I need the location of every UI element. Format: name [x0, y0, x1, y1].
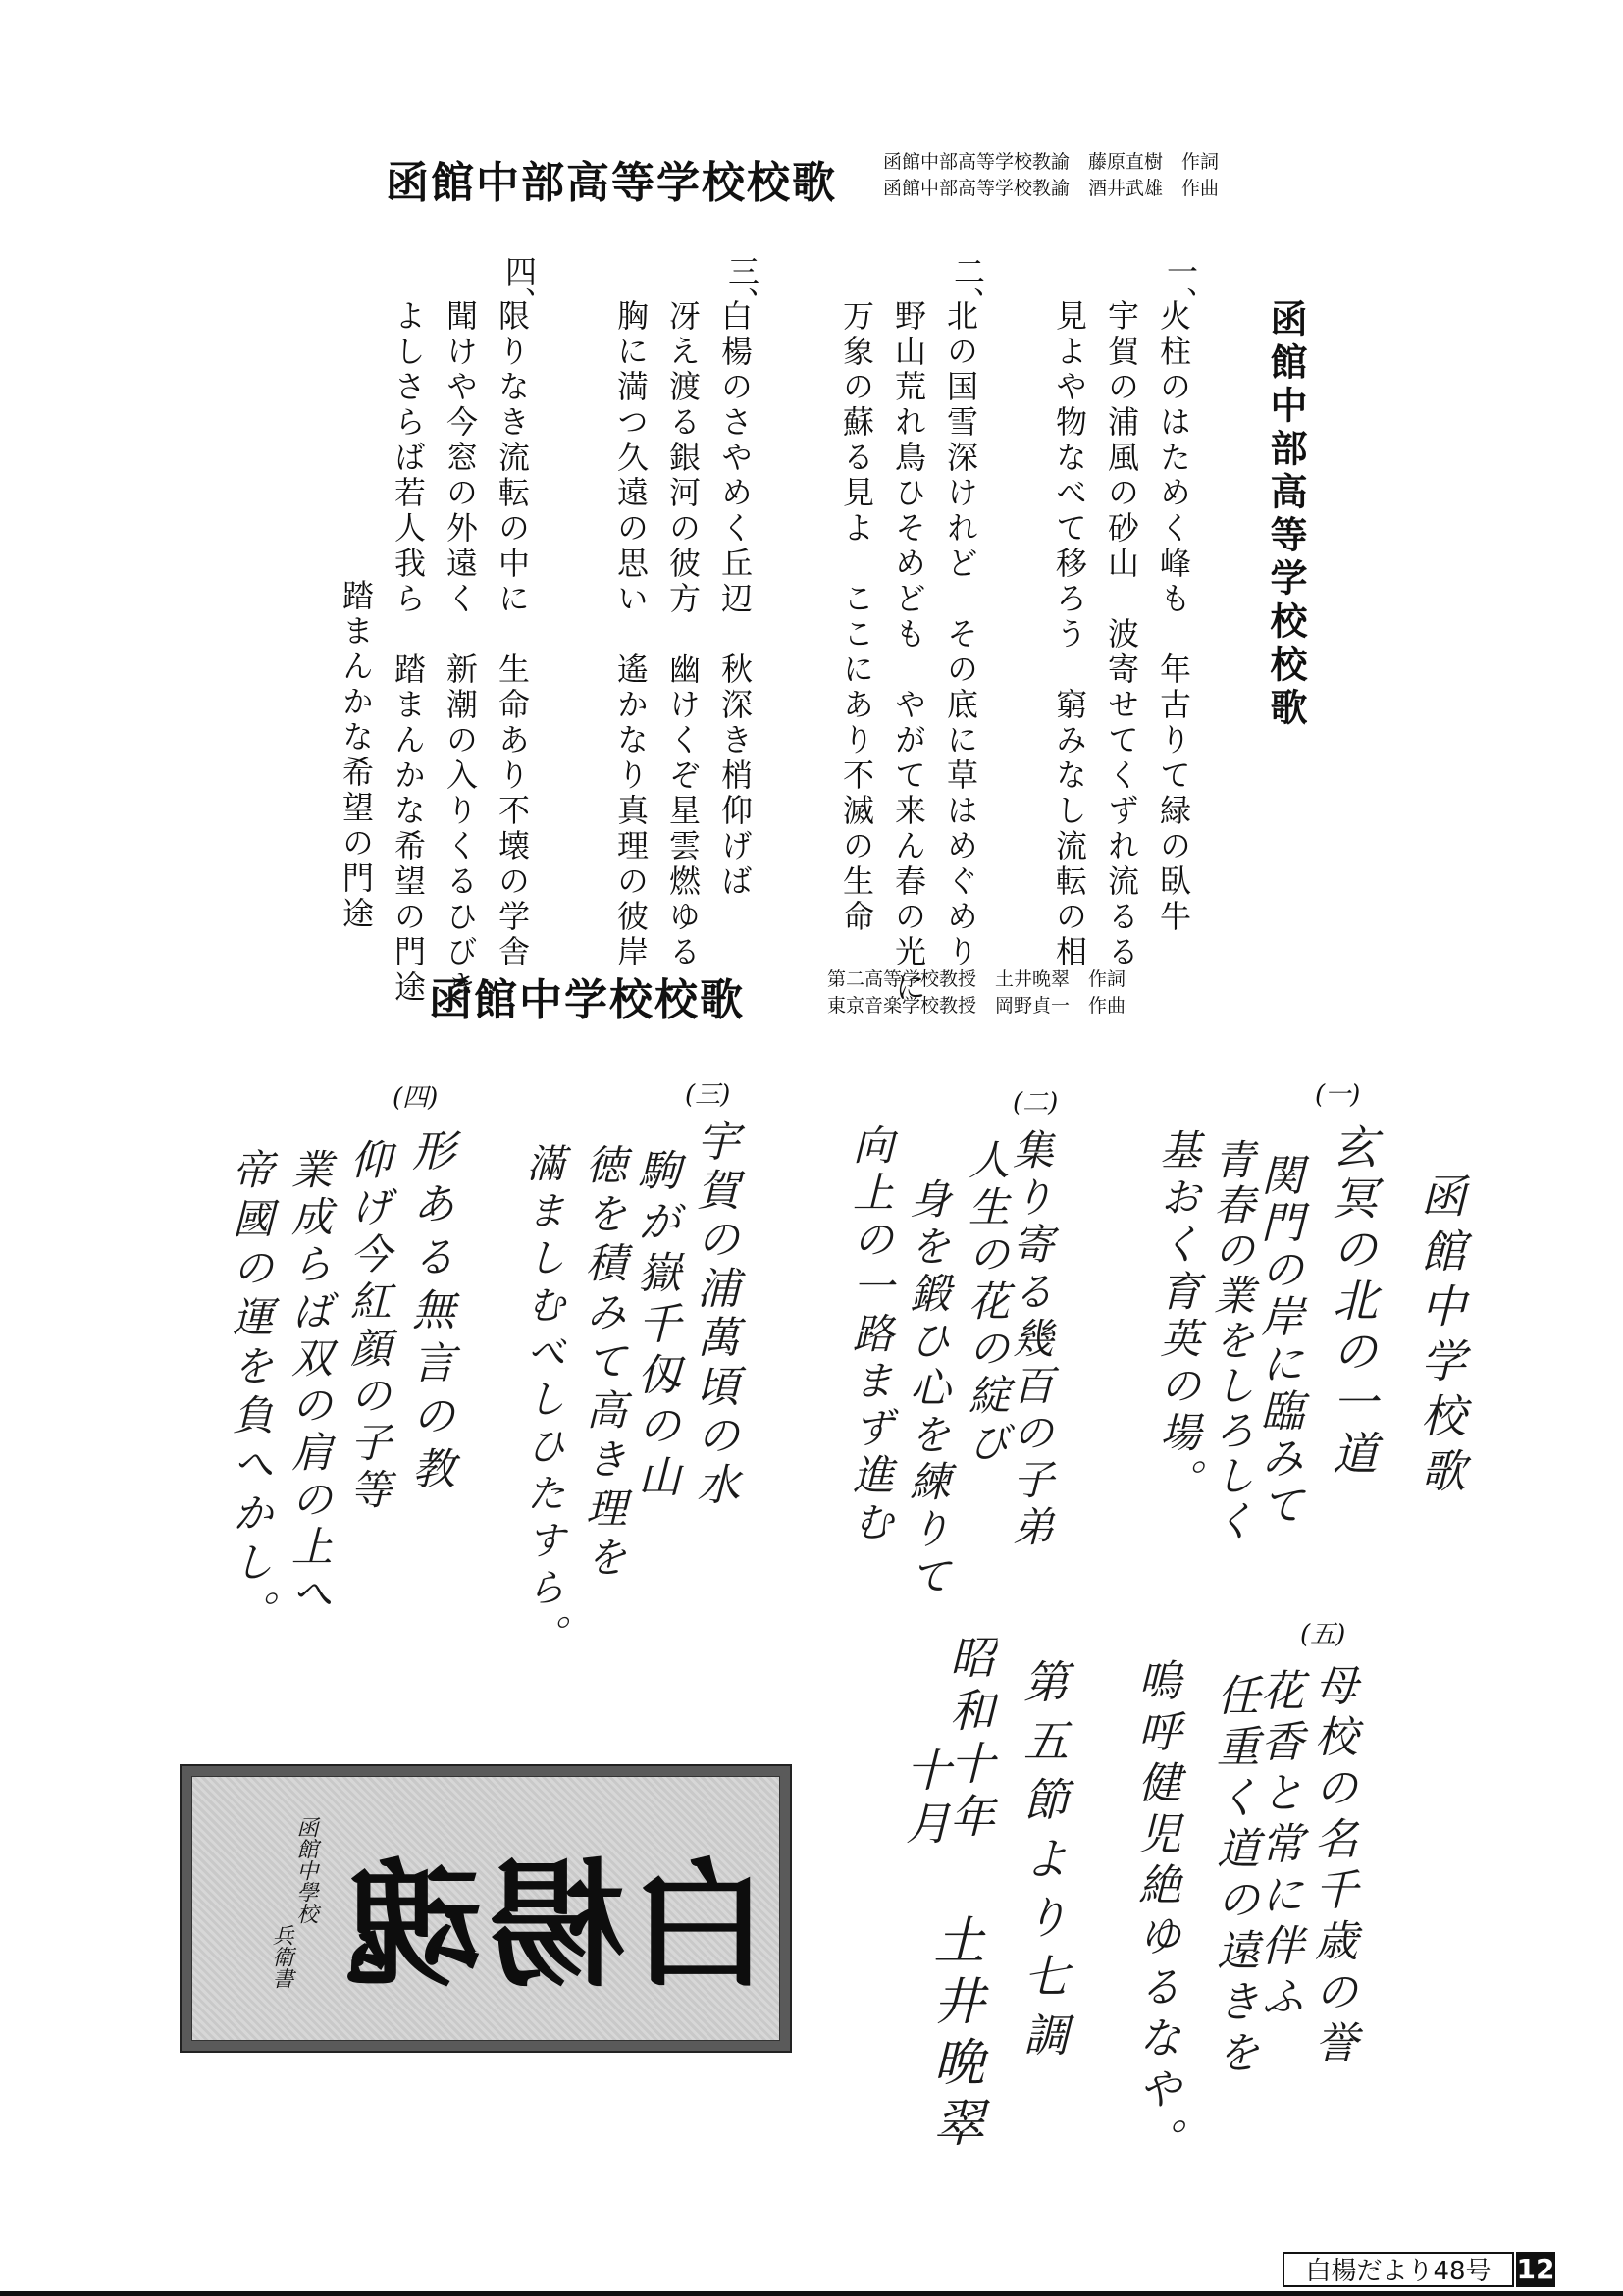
verse3-line1: 白楊のさやめく丘辺 秋深き梢仰げば: [716, 299, 754, 900]
verse4-line1: 限りなき流転の中に 生命あり不壊の学舎: [494, 299, 531, 970]
hw-signature-name: 土井晩翠: [924, 1913, 983, 2157]
verse4-line4: 踏まんかな希望の門途: [338, 579, 375, 932]
hw-verse4-line2: 仰げ今紅顔の子等: [344, 1138, 393, 1515]
verse2-line1: 北の国雪深けれど その底に草はめぐめり: [942, 299, 979, 970]
hw-verse1-number: (一): [1315, 1080, 1361, 1110]
section2-title: 函館中学校校歌: [429, 975, 745, 1025]
composer-credit: 函館中部高等学校教諭 酒井武雄 作曲: [883, 178, 1220, 199]
hw-verse1-line2: 関門の岸に臨みて: [1253, 1153, 1303, 1530]
vertical-song-heading: 函館中部高等学校校歌: [1264, 299, 1307, 731]
verse3-number: 三、: [723, 255, 760, 318]
verse1-line1: 火柱のはためく峰も 年古りて緑の臥牛: [1155, 299, 1192, 935]
verse3-line3: 胸に満つ久遠の思い 遙かなり真理の彼岸: [612, 299, 650, 970]
hw-verse4-number: (四): [393, 1083, 439, 1113]
plaque-photo: [180, 1764, 792, 2053]
hw-verse4-line4: 帝國の運を負へかし。: [227, 1148, 275, 1639]
verse2-line3: 万象の蘇る見よ ここにあり不滅の生命: [838, 299, 875, 935]
hw-note: 第五節より七調: [1017, 1658, 1070, 2070]
hw-verse5-line4: 嗚呼健児絶ゆるなや。: [1130, 1658, 1180, 2168]
bottom-rule: [0, 2291, 1623, 2296]
verse1-line2: 宇賀の浦風の砂山 波寄せてくずれ流るる: [1103, 299, 1140, 970]
hw-verse3-line2: 駒が嶽千仭の山: [630, 1148, 680, 1505]
plaque-signature: 兵衛書: [269, 1924, 293, 1989]
hw-verse1-line4: 基おく育英の場。: [1154, 1128, 1202, 1505]
plaque-board: [191, 1776, 780, 2041]
hw-verse2-line2: 人生の花の綻び: [963, 1138, 1011, 1468]
hw-verse5-number: (五): [1300, 1620, 1346, 1649]
publication-label: 白楊だより48号: [1283, 2252, 1514, 2287]
hw-verse3-line3: 徳を積みて高き理を: [580, 1143, 628, 1585]
hw-verse5-line2: 花香と常に伴ふ: [1253, 1668, 1303, 2025]
hw-verse2-number: (二): [1013, 1088, 1059, 1118]
verse3-line2: 冴え渡る銀河の彼方 幽けくぞ星雲燃ゆる: [664, 299, 702, 970]
hw-verse3-number: (三): [685, 1080, 731, 1110]
verse4-line3: よしさらば若人我ら 踏まんかな希望の門途: [390, 299, 427, 1006]
verse2-line2: 野山荒れ鳥ひそめども やがて来ん春の光に: [890, 299, 927, 1006]
handwritten-heading: 函館中学校歌: [1414, 1173, 1467, 1502]
section1-credits: [883, 149, 1219, 202]
hw-verse4-line3: 業成らば双の肩の上へ: [286, 1148, 334, 1619]
hw-verse2-line3: 身を鍛ひ心を練りて: [904, 1177, 952, 1601]
plaque-calligraphy-text: 白楊魂: [340, 1846, 770, 2007]
hw-verse3-line4: 滿ましむべしひたすら。: [520, 1143, 565, 1661]
hw-verse5-line3: 任重く道の遠きを: [1209, 1673, 1259, 2081]
verse1-line3: 見よや物なべて移ろう 窮みなし流転の相: [1051, 299, 1088, 970]
hw-verse2-line4: 向上の一路まず進む: [847, 1123, 895, 1547]
hw-verse3-line1: 宇賀の浦萬頃の水: [689, 1119, 739, 1511]
hw-signature-date: 昭和十年: [943, 1634, 996, 1846]
verse1-number: 一、: [1162, 255, 1199, 318]
hw-verse4-line1: 形ある無言の教: [404, 1128, 454, 1499]
lyricist-credit-2: 第二高等学校教授 土井晩翠 作詞: [827, 968, 1126, 990]
section1-title: 函館中部高等学校校歌: [386, 158, 837, 208]
verse2-number: 二、: [949, 255, 986, 318]
plaque-school-name: 函館中學校: [293, 1816, 318, 1924]
verse4-number: 四、: [500, 255, 538, 318]
plaque-calligraphy: [340, 1816, 769, 2013]
hw-verse2-line1: 集り寄る幾百の子弟: [1007, 1128, 1055, 1552]
hw-signature-month: 十月: [899, 1747, 952, 1852]
hw-verse1-line3: 青春の業をしろしく: [1208, 1138, 1256, 1544]
verse4-line2: 聞けや今窓の外遠く 新潮の入りくるひびき: [442, 299, 479, 1006]
section2-credits: [827, 966, 1126, 1019]
page-number: 12: [1516, 2253, 1555, 2285]
hw-verse5-line1: 母校の名千歳の誉: [1307, 1663, 1357, 2071]
lyricist-credit: 函館中部高等学校教諭 藤原直樹 作詞: [883, 151, 1220, 173]
hw-verse1-line1: 玄冥の北の一道: [1326, 1123, 1379, 1481]
composer-credit-2: 東京音楽学校教授 岡野貞一 作曲: [827, 995, 1126, 1017]
